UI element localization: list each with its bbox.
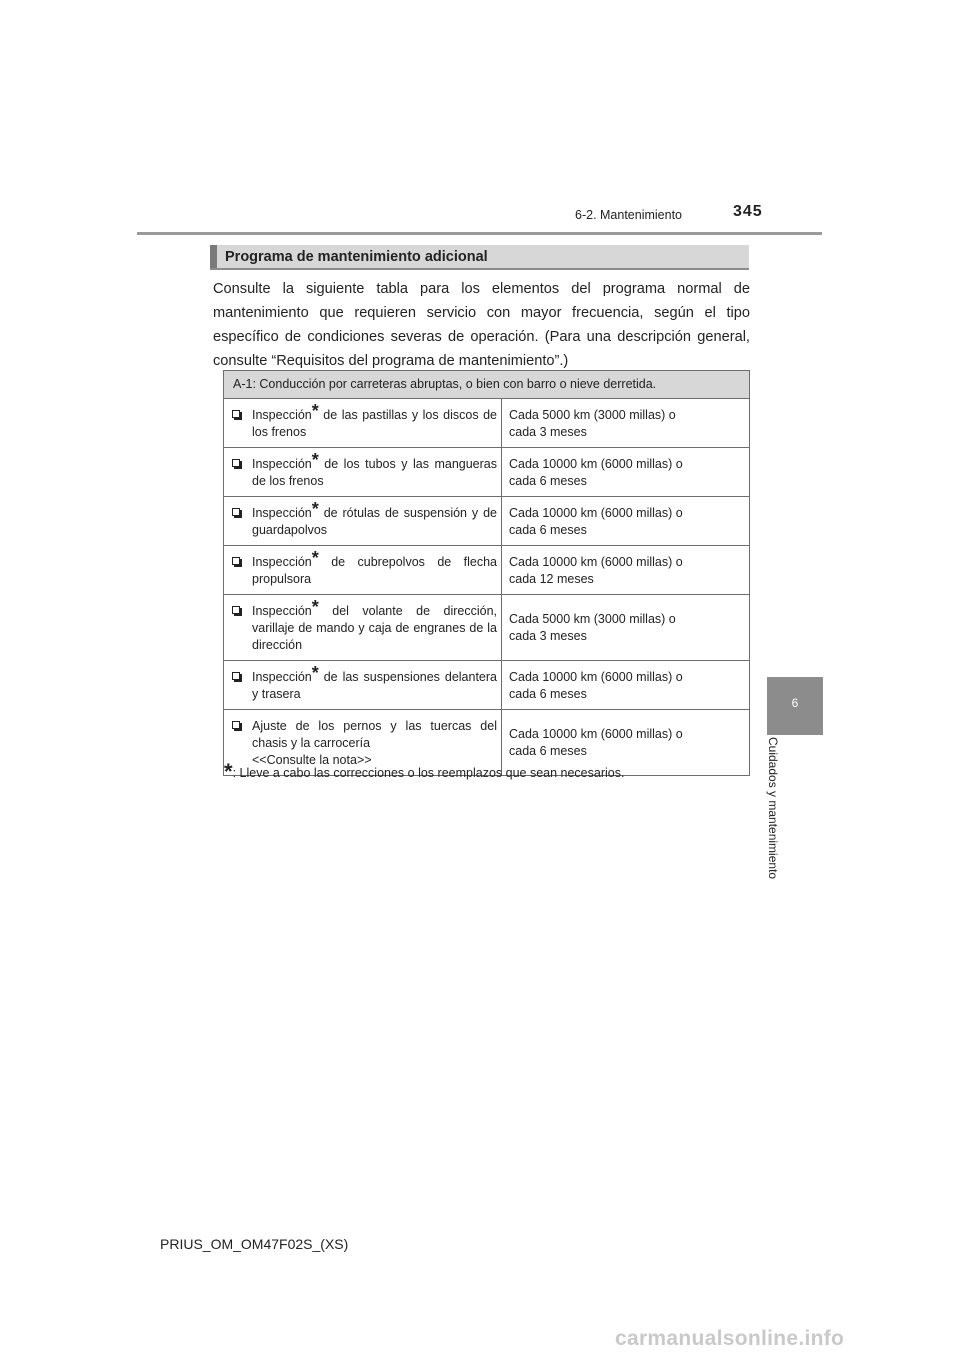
item-text: de las pastillas y los discos de los frenos <box>252 408 497 439</box>
interval-distance: Cada 10000 km (6000 millas) o <box>509 727 683 741</box>
interval-time: cada 6 meses <box>509 687 587 701</box>
interval-distance: Cada 10000 km (6000 millas) o <box>509 555 683 569</box>
chapter-side-label <box>765 737 795 895</box>
item-text: de rótulas de suspensión y de guardapolvos <box>252 506 497 537</box>
interval-distance: Cada 5000 km (3000 millas) o <box>509 612 676 626</box>
asterisk-icon: * <box>311 597 319 617</box>
interval-time: cada 3 meses <box>509 629 587 643</box>
item-text: Inspección <box>252 670 312 684</box>
checkbox-icon <box>232 606 240 614</box>
item-text: de cubrepolvos de flecha propulsora <box>252 555 497 586</box>
table-row <box>224 399 750 448</box>
item-cell <box>224 448 502 497</box>
item-note: <<Consulte la nota>> <box>252 753 372 767</box>
table-header-row <box>224 371 750 399</box>
checkbox-icon <box>232 557 240 565</box>
intro-paragraph: Consulte la siguiente tabla para los elementos del programa normal de mantenimiento que requieren servicio con mayor frecuencia, según el tipo específico de condiciones severas de operación. (Para una descripción general, consulte “Requisitos del programa de mantenimiento”.) <box>213 281 750 369</box>
interval-cell <box>502 399 750 448</box>
document-code: PRIUS_OM_OM47F02S_(XS) <box>160 1236 349 1252</box>
interval-distance: Cada 10000 km (6000 millas) o <box>509 457 683 471</box>
item-text: Inspección <box>252 506 312 520</box>
table-row <box>224 595 750 661</box>
item-text: Inspección <box>252 408 312 422</box>
interval-time: cada 6 meses <box>509 474 587 488</box>
item-cell <box>224 595 502 661</box>
interval-time: cada 6 meses <box>509 744 587 758</box>
item-cell <box>224 546 502 595</box>
interval-cell <box>502 448 750 497</box>
asterisk-icon: * <box>311 450 319 470</box>
chapter-tab <box>767 677 823 735</box>
chapter-number: 6 <box>791 696 799 710</box>
interval-cell <box>502 546 750 595</box>
asterisk-icon: * <box>311 663 319 683</box>
item-text: de los tubos y las mangueras de los frenos <box>252 457 497 488</box>
table-row <box>224 448 750 497</box>
footnote-text: : Lleve a cabo las correcciones o los reemplazos que sean necesarios. <box>232 766 625 780</box>
watermark: carmanualsonline.info <box>615 1327 845 1350</box>
item-text: Inspección <box>252 604 312 618</box>
chapter-title: Cuidados y mantenimiento <box>766 737 780 880</box>
section-heading <box>210 245 749 270</box>
header-divider <box>137 232 822 235</box>
item-text: del volante de dirección, varillaje de mando y caja de engranes de la dirección <box>252 604 497 652</box>
interval-time: cada 3 meses <box>509 425 587 439</box>
interval-cell <box>502 661 750 710</box>
asterisk-icon: * <box>311 401 319 421</box>
checkbox-icon <box>232 721 240 729</box>
checkbox-icon <box>232 508 240 516</box>
section-heading-text: Programa de mantenimiento adicional <box>225 249 488 265</box>
item-text: Inspección <box>252 457 312 471</box>
interval-time: cada 12 meses <box>509 572 594 586</box>
asterisk-icon: * <box>224 759 233 784</box>
interval-distance: Cada 10000 km (6000 millas) o <box>509 506 683 520</box>
table-row <box>224 661 750 710</box>
table-row <box>224 546 750 595</box>
item-cell <box>224 661 502 710</box>
checkbox-icon <box>232 672 240 680</box>
asterisk-icon: * <box>311 548 319 568</box>
page-number: 345 <box>733 203 763 220</box>
interval-distance: Cada 5000 km (3000 millas) o <box>509 408 676 422</box>
footnote <box>224 759 624 785</box>
header-section-title: 6-2. Mantenimiento <box>575 208 683 222</box>
table-row <box>224 497 750 546</box>
checkbox-icon <box>232 459 240 467</box>
item-cell <box>224 497 502 546</box>
item-cell <box>224 399 502 448</box>
table-header-cell: A-1: Conducción por carreteras abruptas, o bien con barro o nieve derretida. <box>224 371 750 399</box>
maintenance-table <box>223 370 750 776</box>
interval-cell <box>502 497 750 546</box>
item-text: de las suspensiones delantera y trasera <box>252 670 497 701</box>
item-text: Ajuste de los pernos y las tuercas del chasis y la carrocería <box>252 719 497 750</box>
interval-distance: Cada 10000 km (6000 millas) o <box>509 670 683 684</box>
item-text: Inspección <box>252 555 312 569</box>
asterisk-icon: * <box>311 499 319 519</box>
interval-cell <box>502 595 750 661</box>
interval-time: cada 6 meses <box>509 523 587 537</box>
checkbox-icon <box>232 410 240 418</box>
